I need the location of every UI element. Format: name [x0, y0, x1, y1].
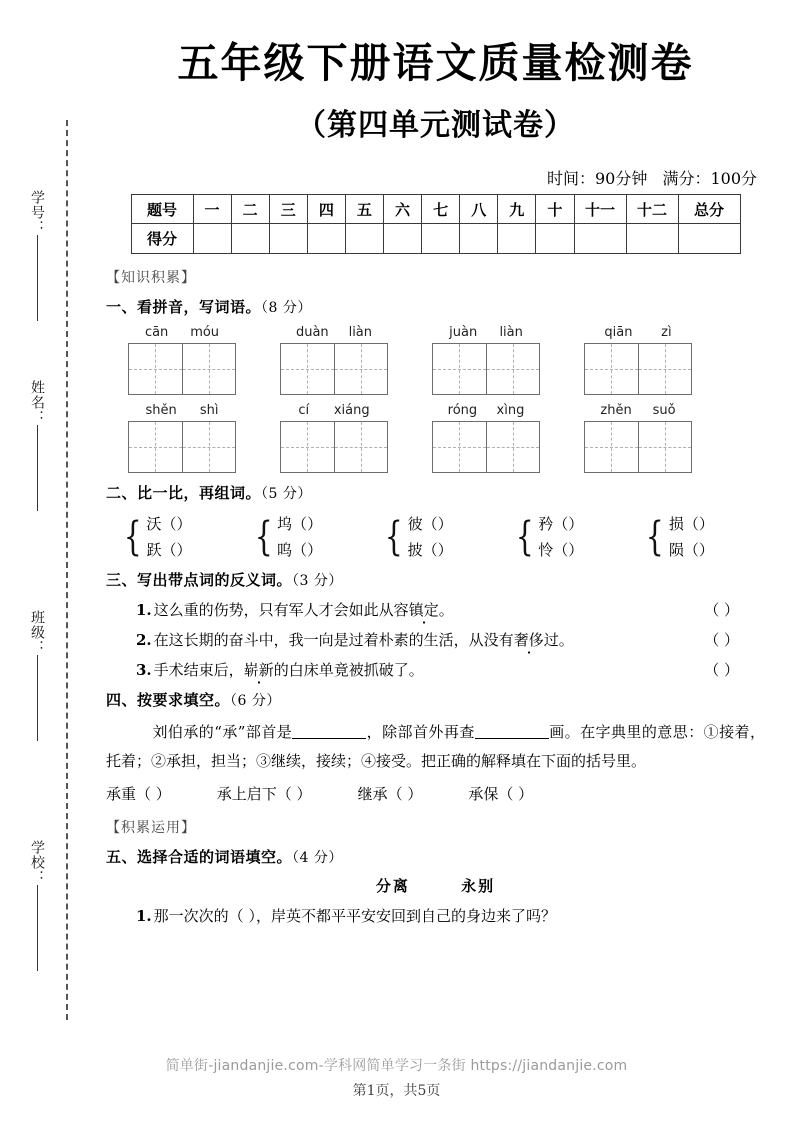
write-rule-line	[37, 655, 38, 741]
question-text-pre: 在这长期的奋斗中，我一向是过着朴素的生活，从没有	[153, 631, 514, 650]
question-text-pre: 手术结束后，	[153, 661, 244, 680]
pair-answer-blank[interactable]: ）	[176, 515, 192, 534]
word-pair-group	[512, 513, 635, 560]
grid-cell[interactable]	[487, 422, 540, 472]
score-cell-7[interactable]	[422, 224, 460, 254]
pair-answer-blank[interactable]: ）	[698, 541, 714, 560]
section-title-2	[106, 482, 765, 503]
pinyin-syllable: zhěn	[600, 403, 632, 419]
section-4-points: （6 分）	[230, 693, 281, 710]
question-col-total: 总分	[678, 195, 740, 224]
pinyin-text	[432, 325, 540, 340]
cheng-item-4[interactable]: 承保（ ）	[468, 784, 534, 803]
section-5-label: 五、选择合适的词语填空。	[106, 847, 293, 866]
margin-label-name: 姓名：	[29, 380, 45, 425]
pair-item-top[interactable]	[669, 513, 714, 534]
question-col-11: 十一	[574, 195, 626, 224]
score-cell-10[interactable]	[536, 224, 574, 254]
section-title-5	[106, 846, 765, 867]
pair-char: 彼（	[407, 515, 438, 534]
word-choice-2[interactable]: 永别	[461, 876, 496, 895]
pinyin-cell	[432, 403, 540, 473]
pinyin-syllable: róng	[447, 403, 478, 419]
writing-grid[interactable]	[280, 421, 388, 473]
grid-cell[interactable]	[487, 344, 540, 394]
word-choice-1[interactable]: 分离	[375, 876, 410, 895]
emphasized-word: 崭新	[243, 661, 274, 680]
question-text-post: 过。	[543, 631, 574, 650]
grid-cell[interactable]	[129, 422, 183, 472]
pinyin-syllable: zì	[661, 325, 672, 341]
score-cell-8[interactable]	[460, 224, 498, 254]
pair-lines	[277, 513, 322, 560]
margin-label-school: 学校：	[29, 840, 45, 885]
section-4-label: 四、按要求填空。	[106, 691, 231, 710]
pair-lines	[669, 513, 714, 560]
question-text-pre: 这么重的伤势，只有军人才会如此从容	[153, 601, 409, 620]
pinyin-syllable: liàn	[499, 325, 523, 341]
answer-blank[interactable]: （ ）	[704, 631, 739, 650]
word-pair-group	[381, 513, 504, 560]
pair-char: 呜（	[277, 541, 308, 560]
pair-answer-blank[interactable]: ）	[307, 541, 323, 560]
antonym-question-list	[106, 599, 765, 680]
paragraph-text-3: 画。在字典里的意思：①接着，托着；②承担，担当；③继续，接续；④接受。把正确的解释填在下面的括号里。	[106, 723, 765, 771]
write-rule-line	[37, 425, 38, 511]
fill-blank-strokes[interactable]	[475, 738, 549, 739]
pair-char: 怜（	[538, 541, 569, 560]
question-col-8: 八	[460, 195, 498, 224]
cheng-meaning-items	[106, 783, 765, 804]
pair-item-top[interactable]	[146, 513, 191, 534]
pair-char: 损（	[668, 515, 699, 534]
margin-field-class	[14, 610, 60, 745]
pair-answer-blank[interactable]: ）	[307, 515, 323, 534]
section-title-4	[106, 689, 765, 710]
writing-grid[interactable]	[128, 343, 236, 395]
pair-item-bottom[interactable]	[669, 539, 714, 560]
grid-cell[interactable]	[281, 422, 335, 472]
word-pair-row	[106, 513, 765, 560]
question-col-7: 七	[422, 195, 460, 224]
pinyin-syllable: suǒ	[652, 403, 676, 419]
grid-cell[interactable]	[281, 344, 335, 394]
pinyin-syllable: shì	[199, 403, 219, 419]
section-2-label: 二、比一比，再组词。	[106, 484, 262, 503]
list-item	[106, 599, 765, 620]
question-col-3: 三	[269, 195, 307, 224]
question-col-1: 一	[193, 195, 231, 224]
row-header-score: 得分	[131, 224, 193, 254]
grid-cell[interactable]	[183, 344, 236, 394]
pinyin-cell	[280, 325, 388, 395]
question-col-10: 十	[536, 195, 574, 224]
word-pair-group	[642, 513, 765, 560]
grid-cell[interactable]	[585, 344, 639, 394]
question-text[interactable]: 那一次次的（ ），岸英不都平平安安回到自己的身边来了吗？	[153, 906, 556, 925]
pair-item-bottom[interactable]	[277, 539, 322, 560]
pair-answer-blank[interactable]: ）	[176, 541, 192, 560]
score-cell-12[interactable]	[626, 224, 678, 254]
pair-item-top[interactable]	[277, 513, 322, 534]
section-1-points: （8 分）	[261, 300, 312, 317]
fold-dashed-line	[66, 120, 68, 1020]
list-item	[106, 905, 765, 926]
cheng-item-1[interactable]: 承重（ ）	[106, 784, 171, 803]
fill-blank-radical[interactable]	[292, 738, 366, 739]
pair-answer-blank[interactable]: ）	[437, 515, 453, 534]
emphasized-word: 镇定	[408, 601, 439, 620]
cheng-item-3[interactable]: 继承（ ）	[357, 784, 423, 803]
grid-cell[interactable]	[433, 422, 487, 472]
margin-field-school	[14, 840, 60, 975]
pair-lines	[146, 513, 191, 560]
pair-item-bottom[interactable]	[538, 539, 583, 560]
pair-char: 跃（	[146, 541, 177, 560]
question-col-2: 二	[231, 195, 269, 224]
emphasized-word: 奢侈	[513, 631, 544, 650]
question-col-12: 十二	[626, 195, 678, 224]
pinyin-row-2	[106, 403, 765, 473]
fill-word-question-list	[106, 905, 765, 926]
brace-icon: {	[254, 513, 273, 560]
word-choice-bank	[106, 875, 765, 896]
section-1-label: 一、看拼音，写词语。	[106, 298, 262, 317]
pair-char: 坞（	[277, 515, 308, 534]
pair-answer-blank[interactable]: ）	[568, 515, 584, 534]
pair-char: 沃（	[146, 515, 177, 534]
score-cell-2[interactable]	[231, 224, 269, 254]
page-footer	[0, 1055, 793, 1100]
section-3-label: 三、写出带点词的反义词。	[106, 571, 293, 590]
pair-item-top[interactable]	[538, 513, 583, 534]
writing-grid[interactable]	[432, 343, 540, 395]
pair-lines	[408, 513, 453, 560]
score-cell-11[interactable]	[574, 224, 626, 254]
row-header-question: 题号	[131, 195, 193, 224]
table-row-question-numbers	[131, 195, 740, 224]
pinyin-text	[128, 403, 236, 418]
question-text-post: 的白床单竟被抓破了。	[273, 661, 424, 680]
page-subtitle: （第四单元测试卷）	[296, 108, 575, 144]
pair-char: 披（	[407, 541, 438, 560]
pinyin-row-1	[106, 325, 765, 395]
grid-cell[interactable]	[639, 344, 692, 394]
pinyin-syllable: cí	[298, 403, 310, 419]
pinyin-syllable: liàn	[348, 325, 373, 341]
pair-answer-blank[interactable]: ）	[437, 541, 453, 560]
part-header-application: 【积累运用】	[106, 819, 196, 836]
score-cell-total[interactable]	[678, 224, 740, 254]
list-item	[106, 629, 765, 650]
grid-cell[interactable]	[335, 422, 388, 472]
grid-cell[interactable]	[585, 422, 639, 472]
writing-grid[interactable]	[584, 421, 692, 473]
pinyin-text	[280, 325, 388, 340]
margin-field-name	[14, 380, 60, 515]
pinyin-text	[280, 403, 388, 418]
question-number: 2.	[136, 631, 152, 650]
brace-icon: {	[123, 513, 142, 560]
question-text-post: 。	[438, 601, 454, 620]
page-number: 第1页，共5页	[352, 1083, 441, 1099]
answer-blank[interactable]: （ ）	[704, 661, 739, 680]
pinyin-syllable: juàn	[449, 325, 478, 341]
word-pair-group	[251, 513, 374, 560]
pinyin-cell	[280, 403, 388, 473]
brace-icon: {	[385, 513, 403, 560]
score-cell-6[interactable]	[383, 224, 421, 254]
grid-cell[interactable]	[335, 344, 388, 394]
exam-page	[78, 0, 793, 1122]
part-header-knowledge: 【知识积累】	[106, 270, 196, 287]
question-text	[154, 659, 424, 680]
question-number: 1.	[136, 601, 152, 620]
pinyin-syllable: duàn	[295, 325, 329, 341]
question-number: 3.	[136, 661, 152, 680]
cheng-item-2[interactable]: 承上启下（ ）	[216, 784, 312, 803]
pinyin-text	[584, 403, 692, 418]
margin-field-student-id	[14, 190, 60, 325]
pinyin-syllable: qiān	[604, 325, 633, 341]
section-2-points: （5 分）	[261, 486, 312, 503]
pair-char: 矜（	[538, 515, 569, 534]
pinyin-syllable: xiáng	[333, 403, 370, 419]
writing-grid[interactable]	[584, 343, 692, 395]
table-row-scores	[131, 224, 740, 254]
pinyin-syllable: móu	[190, 325, 220, 341]
writing-grid[interactable]	[432, 421, 540, 473]
binding-margin-strip	[0, 0, 78, 1122]
exam-duration: 时间：90分钟	[546, 169, 648, 189]
pinyin-cell	[584, 403, 692, 473]
write-rule-line	[37, 885, 38, 971]
writing-grid[interactable]	[280, 343, 388, 395]
grid-cell[interactable]	[183, 422, 236, 472]
pinyin-syllable: xìng	[496, 403, 525, 419]
section-5-points: （4 分）	[292, 849, 343, 866]
score-cell-9[interactable]	[498, 224, 536, 254]
pair-answer-blank[interactable]: ）	[568, 541, 584, 560]
pinyin-syllable: cān	[144, 325, 169, 341]
pair-item-bottom[interactable]	[146, 539, 191, 560]
brace-icon: {	[515, 513, 534, 560]
score-cell-3[interactable]	[269, 224, 307, 254]
list-item	[106, 659, 765, 680]
writing-grid[interactable]	[128, 421, 236, 473]
grid-cell[interactable]	[129, 344, 183, 394]
pair-answer-blank[interactable]: ）	[698, 515, 714, 534]
word-pair-group	[120, 513, 243, 560]
brace-icon: {	[646, 513, 665, 560]
paragraph-text-1: 刘伯承的“承”部首是	[152, 723, 293, 742]
pair-lines	[538, 513, 583, 560]
pair-item-bottom[interactable]	[408, 539, 453, 560]
margin-label-class: 班级：	[29, 610, 45, 655]
paragraph-text-2: ，除部首外再查	[366, 723, 475, 742]
section-title-1	[106, 296, 765, 317]
question-col-5: 五	[345, 195, 383, 224]
margin-label-student-id: 学号：	[29, 190, 45, 235]
pinyin-text	[584, 325, 692, 340]
question-text	[154, 599, 454, 620]
grid-cell[interactable]	[639, 422, 692, 472]
pinyin-cell	[128, 403, 236, 473]
write-rule-line	[37, 235, 38, 321]
pinyin-text	[432, 403, 540, 418]
page-title: 五年级下册语文质量检测卷	[177, 39, 694, 87]
section-title-3	[106, 569, 765, 590]
site-watermark: 简单街-jiandanjie.com-学科网简单学习一条街 https://jiandanjie.com	[165, 1058, 628, 1074]
question-number: 1.	[136, 906, 152, 925]
question-col-4: 四	[307, 195, 345, 224]
pinyin-syllable: shěn	[145, 403, 177, 419]
question-text	[154, 629, 574, 650]
dictionary-fill-paragraph	[106, 718, 765, 777]
pinyin-text	[128, 325, 236, 340]
pinyin-cell	[128, 325, 236, 395]
section-3-points: （3 分）	[292, 573, 343, 590]
pair-item-top[interactable]	[408, 513, 453, 534]
score-cell-1[interactable]	[193, 224, 231, 254]
question-col-6: 六	[383, 195, 421, 224]
pinyin-cell	[432, 325, 540, 395]
answer-blank[interactable]: （ ）	[704, 601, 739, 620]
exam-total-score: 满分：100分	[662, 169, 757, 189]
pair-char: 陨（	[668, 541, 699, 560]
score-cell-5[interactable]	[345, 224, 383, 254]
exam-meta	[106, 166, 765, 189]
score-cell-4[interactable]	[307, 224, 345, 254]
question-col-9: 九	[498, 195, 536, 224]
grid-cell[interactable]	[433, 344, 487, 394]
score-summary-table	[131, 194, 741, 254]
pinyin-cell	[584, 325, 692, 395]
